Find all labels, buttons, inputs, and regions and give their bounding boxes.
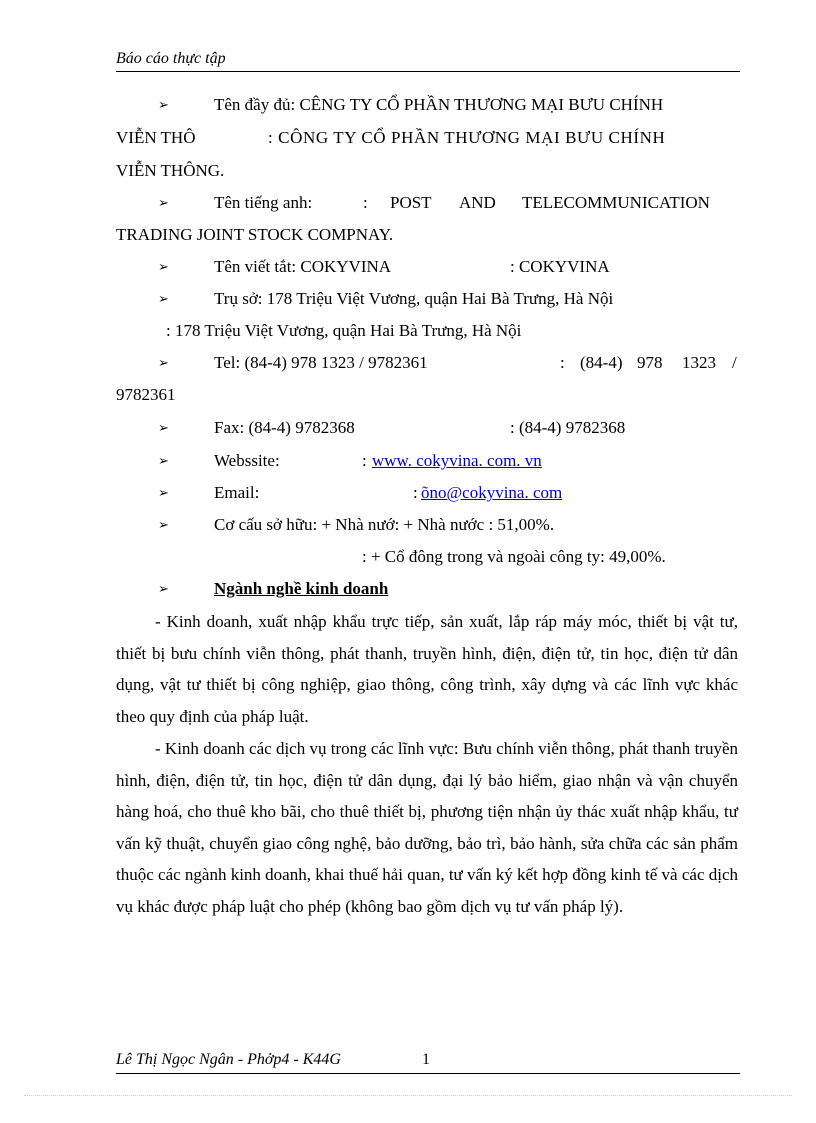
full-name-line2-left: VIỄN THÔ [116, 128, 196, 147]
english-name-word-3: TELECOMMUNICATION [522, 193, 710, 212]
tel-part-4: / [732, 353, 737, 372]
bullet-arrow-icon: ➢ [158, 355, 169, 370]
english-name-word-2: AND [459, 193, 496, 212]
bullet-arrow-icon: ➢ [158, 97, 169, 112]
business-heading: Ngành nghề kinh doanh [214, 579, 389, 598]
email-label: Email: [214, 483, 260, 502]
bullet-arrow-icon: ➢ [158, 291, 169, 306]
address-repeat: : 178 Triệu Việt Vương, quận Hai Bà Trưng, Hà Nội [166, 321, 522, 340]
website-colon: : [362, 451, 367, 470]
bullet-arrow-icon: ➢ [158, 485, 169, 500]
website-link[interactable]: www. cokyvina. com. vn [372, 451, 542, 470]
bullet-arrow-icon: ➢ [158, 581, 169, 596]
full-name-label: Tên đầy đủ: CÊNG TY CỔ PHẦN THƯƠNG MẠI BƯU CHÍNH [214, 95, 664, 114]
header-rule [116, 71, 740, 72]
tel-part-1: (84-4) [580, 353, 623, 372]
full-name-line3: VIỄN THÔNG. [116, 161, 225, 180]
website-label: Webssite: [214, 451, 280, 470]
page-number: 1 [422, 1051, 430, 1068]
fax-value: : (84-4) 9782368 [510, 418, 626, 437]
business-paragraph-1: - Kinh doanh, xuất nhập khẩu trực tiếp, sản xuất, lắp ráp máy móc, thiết bị vật tư, thiết bị bưu chính viễn thông, phát thanh, truyền hình, điện, điện tử, tin học, điện tử dân dụng, vật tư thiết bị công nghiệp, giao thông, công trình, xây dựng và các lĩnh vực khác theo quy định của pháp luật. [116, 612, 738, 726]
english-name-label: Tên tiếng anh: [214, 193, 313, 212]
ownership-line2: : + Cổ đông trong và ngoài công ty: 49,00%. [362, 547, 666, 566]
tel-label: Tel: (84-4) 978 1323 / 9782361 [214, 353, 428, 372]
abbr-label: Tên viết tắt: COKYVINA [214, 257, 392, 276]
footer-rule [116, 1073, 740, 1074]
english-name-line2: TRADING JOINT STOCK COMPNAY. [116, 225, 394, 244]
tel-wrap: 9782361 [116, 385, 176, 404]
tel-part-3: 1323 [682, 353, 716, 372]
footer-author: Lê Thị Ngọc Ngân - Phởp4 - K44G [116, 1051, 341, 1068]
ownership-line1: Cơ cấu sở hữu: + Nhà nướ: + Nhà nước : 51,00%. [214, 515, 555, 534]
english-name-colon: : [363, 193, 368, 212]
bullet-arrow-icon: ➢ [158, 195, 169, 210]
bullet-arrow-icon: ➢ [158, 420, 169, 435]
full-name-line2-right: : CÔNG TY CỔ PHẦN THƯƠNG MẠI BƯU CHÍNH [268, 128, 666, 147]
tel-part-2: 978 [637, 353, 663, 372]
page-header-title: Báo cáo thực tập [116, 50, 226, 67]
business-paragraph-2: - Kinh doanh các dịch vụ trong các lĩnh vực: Bưu chính viễn thông, phát thanh truyền hình, điện, điện tử, tin học, điện tử dân dụng, đại lý bảo hiểm, giao nhận và vận chuyển hàng hoá, cho thuê kho bãi, cho thuê thiết bị, phương tiện nhận ủy thác xuất nhập khẩu, tư vấn kỹ thuật, chuyển giao công nghệ, bảo dưỡng, bảo trì, bảo hành, sửa chữa các sản phẩm thuộc các ngành kinh doanh, khai thuế hải quan, tư vấn ký kết hợp đồng kinh tế và các dịch vụ khác được pháp luật cho phép (không bao gồm dịch vụ tư vấn pháp lý). [116, 739, 739, 916]
bullet-arrow-icon: ➢ [158, 517, 169, 532]
abbr-value: : COKYVINA [510, 257, 610, 276]
email-colon: : [413, 483, 418, 502]
email-link[interactable]: õno@cokyvina. com [421, 483, 563, 502]
fax-label: Fax: (84-4) 9782368 [214, 418, 355, 437]
bullet-arrow-icon: ➢ [158, 259, 169, 274]
page-boundary [24, 1095, 792, 1096]
english-name-word-1: POST [390, 193, 432, 212]
tel-colon: : [560, 353, 565, 372]
address: Trụ sở: 178 Triệu Việt Vương, quận Hai Bà Trưng, Hà Nội [214, 289, 614, 308]
bullet-arrow-icon: ➢ [158, 453, 169, 468]
